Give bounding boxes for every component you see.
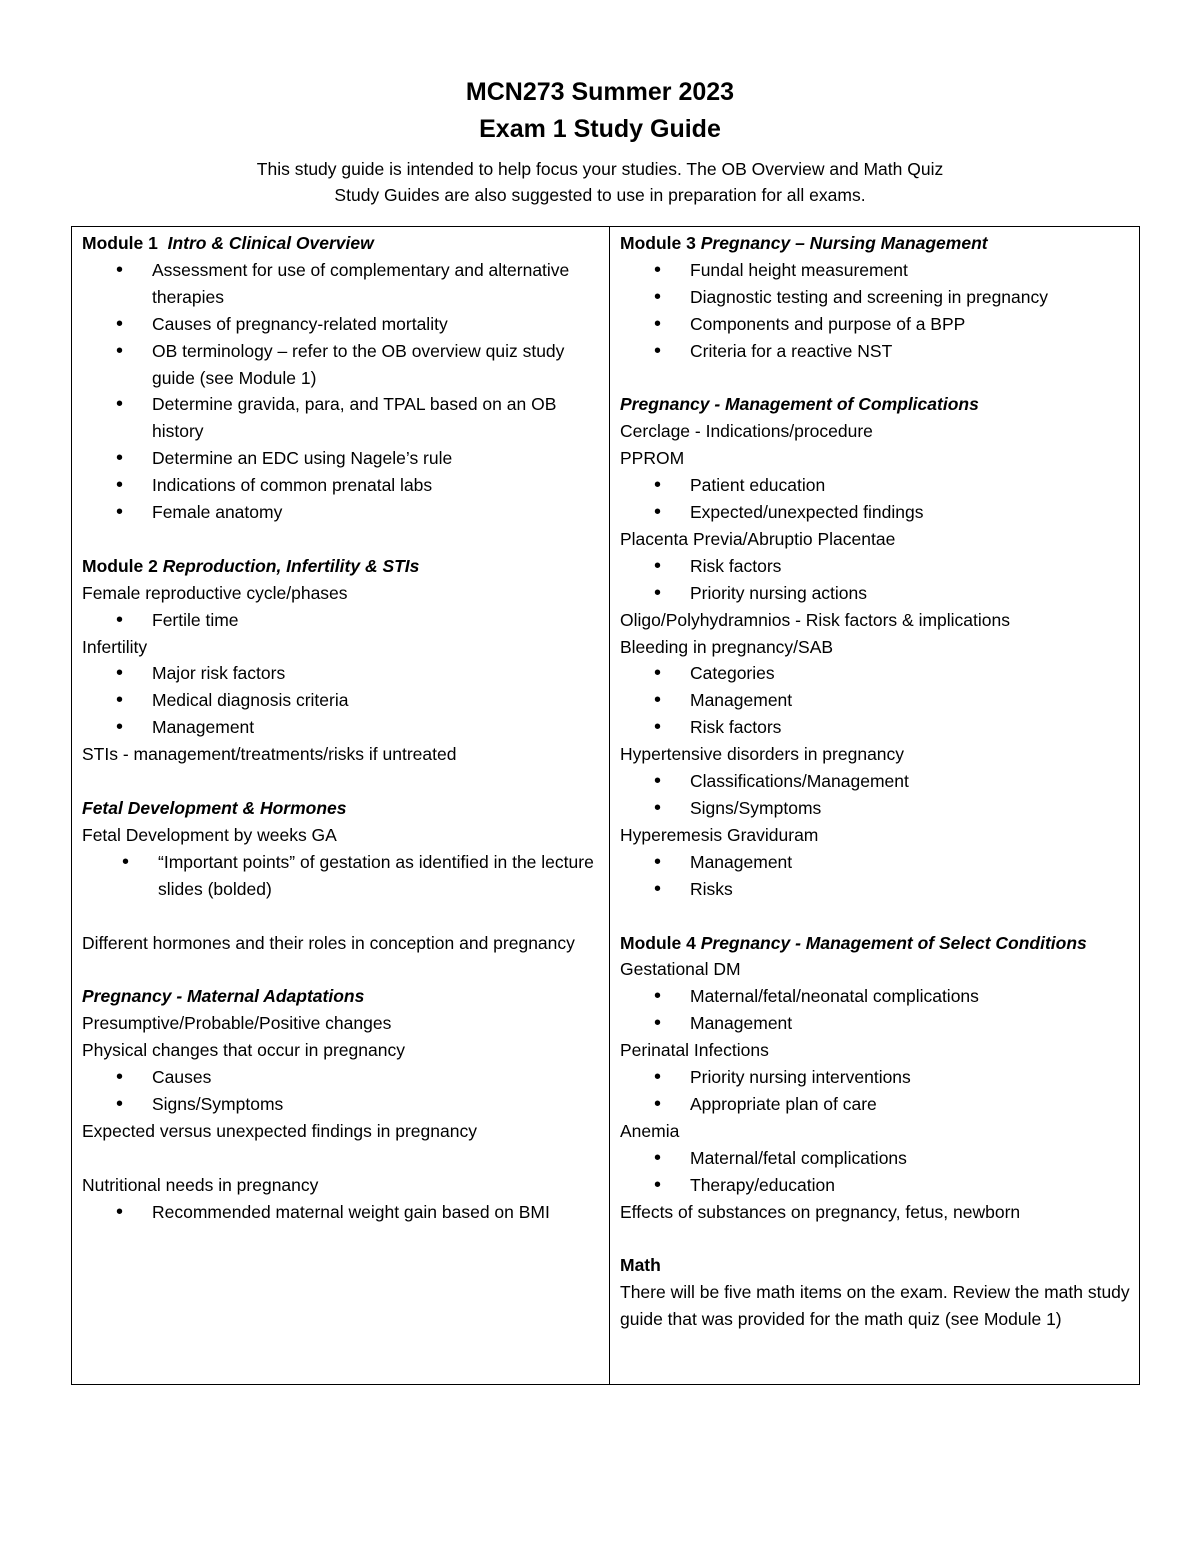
hyperemesis-list: [620, 849, 1131, 903]
pprom-list: [620, 472, 1131, 526]
module-3-prefix: Module 3: [620, 233, 696, 253]
list-item: • Diagnostic testing and screening in pregnancy: [620, 284, 1131, 311]
module-2-title: Reproduction, Infertility & STIs: [162, 555, 420, 576]
intro-paragraph: [0, 156, 1200, 208]
list-item: • Assessment for use of complementary and alternative therapies: [82, 257, 601, 311]
fetal-list: [82, 849, 601, 903]
module-3-heading: [620, 230, 1131, 257]
list-item: • Indications of common prenatal labs: [82, 472, 601, 499]
module-3-list: [620, 257, 1131, 365]
bleeding-list: [620, 660, 1131, 741]
list-item: • Medical diagnosis criteria: [82, 687, 601, 714]
anemia-list: [620, 1145, 1131, 1199]
subtopic: Physical changes that occur in pregnancy: [82, 1040, 405, 1061]
subtopic: Placenta Previa/Abruptio Placentae: [620, 528, 896, 549]
list-item: • Management: [82, 714, 601, 741]
subtopic: Gestational DM: [620, 959, 741, 980]
list-item: • Categories: [620, 660, 1131, 687]
list-item: • Determine an EDC using Nagele’s rule: [82, 445, 601, 472]
document-subtitle: Exam 1 Study Guide: [479, 115, 721, 143]
list-item: • Priority nursing actions: [620, 580, 1131, 607]
list-item: • Risk factors: [620, 714, 1131, 741]
module-1-list: [82, 257, 601, 526]
list-item: • Patient education: [620, 472, 1131, 499]
nutrition-list: [82, 1199, 601, 1226]
subtopic: Nutritional needs in pregnancy: [82, 1174, 319, 1195]
placenta-list: [620, 553, 1131, 607]
list-item: • Risk factors: [620, 553, 1131, 580]
list-item: • Determine gravida, para, and TPAL based on an OB history: [82, 391, 601, 445]
list-item: • Causes: [82, 1064, 601, 1091]
list-item: • Maternal/fetal/neonatal complications: [620, 983, 1131, 1010]
module-1-title: Intro & Clinical Overview: [167, 233, 374, 253]
module-3-title: Pregnancy – Nursing Management: [700, 233, 988, 253]
list-item: • Recommended maternal weight gain based on BMI: [82, 1199, 601, 1226]
subtopic: Oligo/Polyhydramnios - Risk factors & implications: [620, 609, 1010, 630]
list-item: • Fertile time: [82, 607, 601, 634]
list-item: • Priority nursing interventions: [620, 1064, 1131, 1091]
subtopic: Infertility: [82, 636, 148, 657]
module-1-heading: [82, 230, 601, 257]
list-item: • Fundal height measurement: [620, 257, 1131, 284]
list-item: • Components and purpose of a BPP: [620, 311, 1131, 338]
maternal-adaptations-heading: Pregnancy - Maternal Adaptations: [82, 986, 365, 1007]
list-item: • Appropriate plan of care: [620, 1091, 1131, 1118]
hypertensive-list: [620, 768, 1131, 822]
list-item: • Female anatomy: [82, 499, 601, 526]
module-4-title: Pregnancy - Management of Select Conditions: [700, 932, 1087, 953]
subtopic: Expected versus unexpected findings in pregnancy: [82, 1120, 477, 1141]
document-title: MCN273 Summer 2023: [465, 78, 735, 106]
list-item: • Management: [620, 687, 1131, 714]
document-header: [0, 74, 1200, 208]
gdm-list: [620, 983, 1131, 1037]
subtopic: Fetal Development by weeks GA: [82, 824, 337, 845]
list-item: • Maternal/fetal complications: [620, 1145, 1131, 1172]
subtopic: STIs - management/treatments/risks if untreated: [82, 744, 457, 765]
infertility-list: [82, 660, 601, 741]
list-item: • OB terminology – refer to the OB overview quiz study guide (see Module 1): [82, 338, 601, 392]
list-item: • Classifications/Management: [620, 768, 1131, 795]
list-item: • Therapy/education: [620, 1172, 1131, 1199]
subtopic: Presumptive/Probable/Positive changes: [82, 1013, 392, 1034]
complications-heading: Pregnancy - Management of Complications: [620, 394, 979, 415]
cycle-list: [82, 607, 601, 634]
maternal-list: [82, 1064, 601, 1118]
list-item: • Criteria for a reactive NST: [620, 338, 1131, 365]
intro-line-2: Study Guides are also suggested to use in preparation for all exams.: [334, 185, 866, 205]
fetal-development-heading: Fetal Development & Hormones: [82, 798, 347, 818]
module-2-prefix: Module 2: [82, 555, 158, 576]
list-item: • Expected/unexpected findings: [620, 499, 1131, 526]
list-item: • Causes of pregnancy-related mortality: [82, 311, 601, 338]
right-column: [610, 227, 1140, 1385]
list-item: • Signs/Symptoms: [82, 1091, 601, 1118]
list-item: • Signs/Symptoms: [620, 795, 1131, 822]
list-item: • Major risk factors: [82, 660, 601, 687]
subtopic: Different hormones and their roles in conception and pregnancy: [82, 932, 575, 953]
subtopic: Female reproductive cycle/phases: [82, 582, 348, 603]
module-1-prefix: Module 1: [82, 233, 158, 253]
list-item: • Management: [620, 849, 1131, 876]
left-column: [72, 227, 610, 1385]
math-text: There will be five math items on the exam. Review the math study guide that was provided for the math quiz (see Module 1): [620, 1282, 1130, 1330]
subtopic: Bleeding in pregnancy/SAB: [620, 636, 834, 657]
subtopic: Hypertensive disorders in pregnancy: [620, 744, 905, 765]
module-4-prefix: Module 4: [620, 932, 696, 953]
subtopic: Effects of substances on pregnancy, fetus, newborn: [620, 1201, 1021, 1222]
module-4-heading: [620, 930, 1131, 957]
subtopic: Hyperemesis Graviduram: [620, 824, 819, 845]
subtopic: Cerclage - Indications/procedure: [620, 421, 873, 442]
list-item: • Management: [620, 1010, 1131, 1037]
subtopic: PPROM: [620, 448, 685, 469]
study-guide-table: [71, 226, 1140, 1385]
perinatal-list: [620, 1064, 1131, 1118]
subtopic: Perinatal Infections: [620, 1040, 769, 1061]
intro-line-1: This study guide is intended to help focus your studies. The OB Overview and Math Quiz: [256, 159, 944, 179]
list-item: • “Important points” of gestation as identified in the lecture slides (bolded): [82, 849, 601, 903]
math-heading: Math: [620, 1255, 661, 1276]
list-item: • Risks: [620, 876, 1131, 903]
module-2-heading: [82, 553, 601, 580]
subtopic: Anemia: [620, 1120, 680, 1141]
